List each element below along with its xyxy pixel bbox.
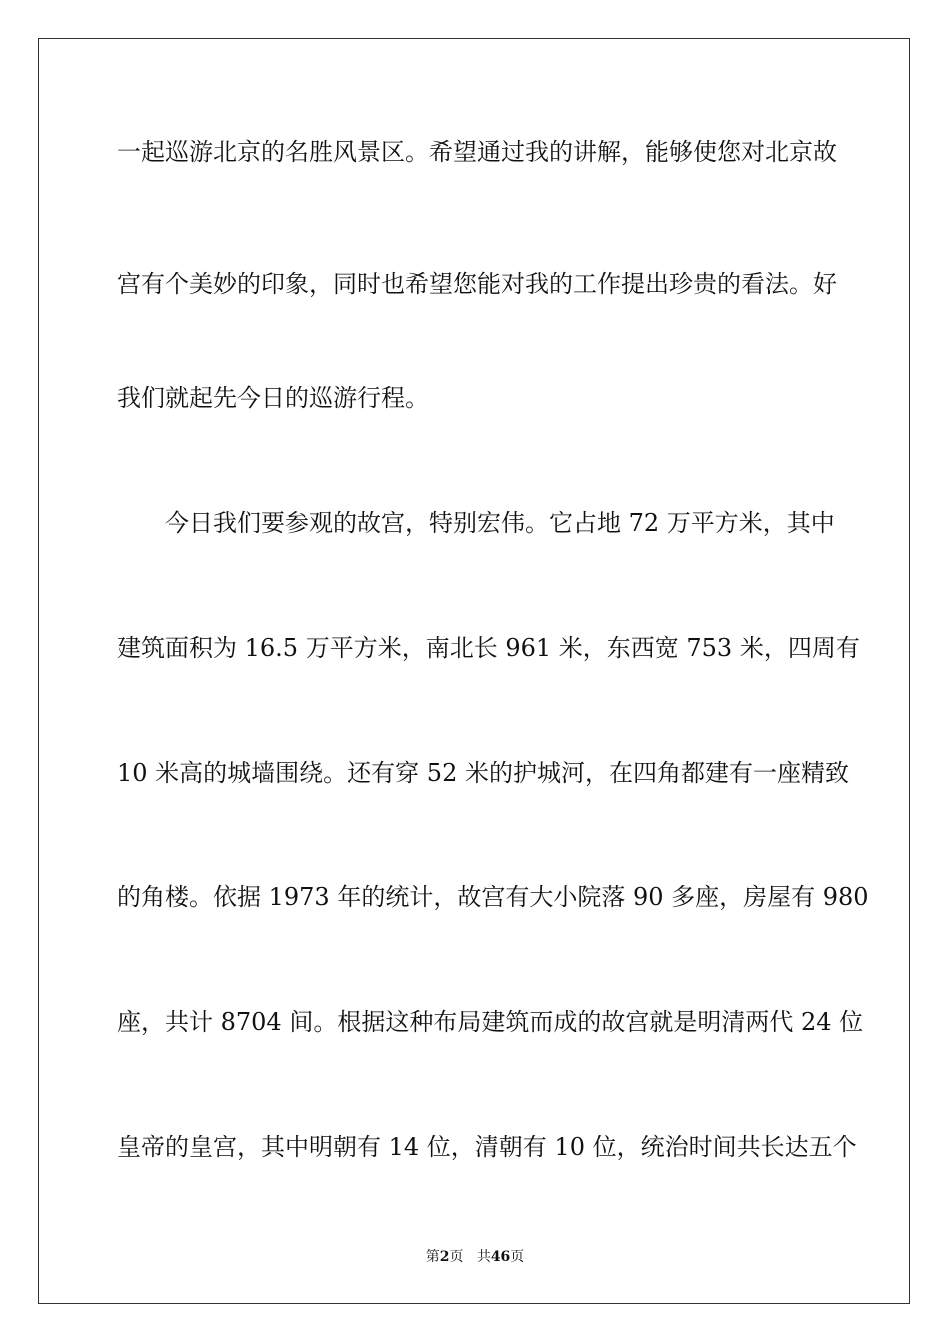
- page-suffix: 页: [449, 1249, 464, 1265]
- text-line-1: 一起巡游北京的名胜风景区。希望通过我的讲解，能够使您对北京故: [117, 138, 837, 166]
- total-pages: 46: [490, 1249, 511, 1265]
- text-line-6: 10 米高的城墙围绕。还有穿 52 米的护城河，在四角都建有一座精致: [117, 759, 849, 787]
- text-line-4: 今日我们要参观的故宫，特别宏伟。它占地 72 万平方米，其中: [165, 509, 835, 537]
- text-line-2: 宫有个美妙的印象，同时也希望您能对我的工作提出珍贵的看法。好: [117, 270, 837, 298]
- text-line-5: 建筑面积为 16.5 万平方米，南北长 961 米，东西宽 753 米，四周有: [117, 634, 860, 662]
- page-prefix: 第: [425, 1249, 440, 1265]
- page-footer: [0, 1246, 950, 1266]
- text-line-3: 我们就起先今日的巡游行程。: [117, 384, 429, 412]
- total-suffix: 页: [510, 1249, 525, 1265]
- text-line-7: 的角楼。依据 1973 年的统计，故宫有大小院落 90 多座，房屋有 980: [117, 883, 869, 911]
- page-frame: [38, 38, 910, 1304]
- text-line-9: 皇帝的皇宫，其中明朝有 14 位，清朝有 10 位，统治时间共长达五个: [117, 1133, 857, 1161]
- text-line-8: 座，共计 8704 间。根据这种布局建筑而成的故宫就是明清两代 24 位: [117, 1008, 864, 1036]
- total-prefix: 共: [476, 1249, 491, 1265]
- page-number: 2: [439, 1249, 450, 1265]
